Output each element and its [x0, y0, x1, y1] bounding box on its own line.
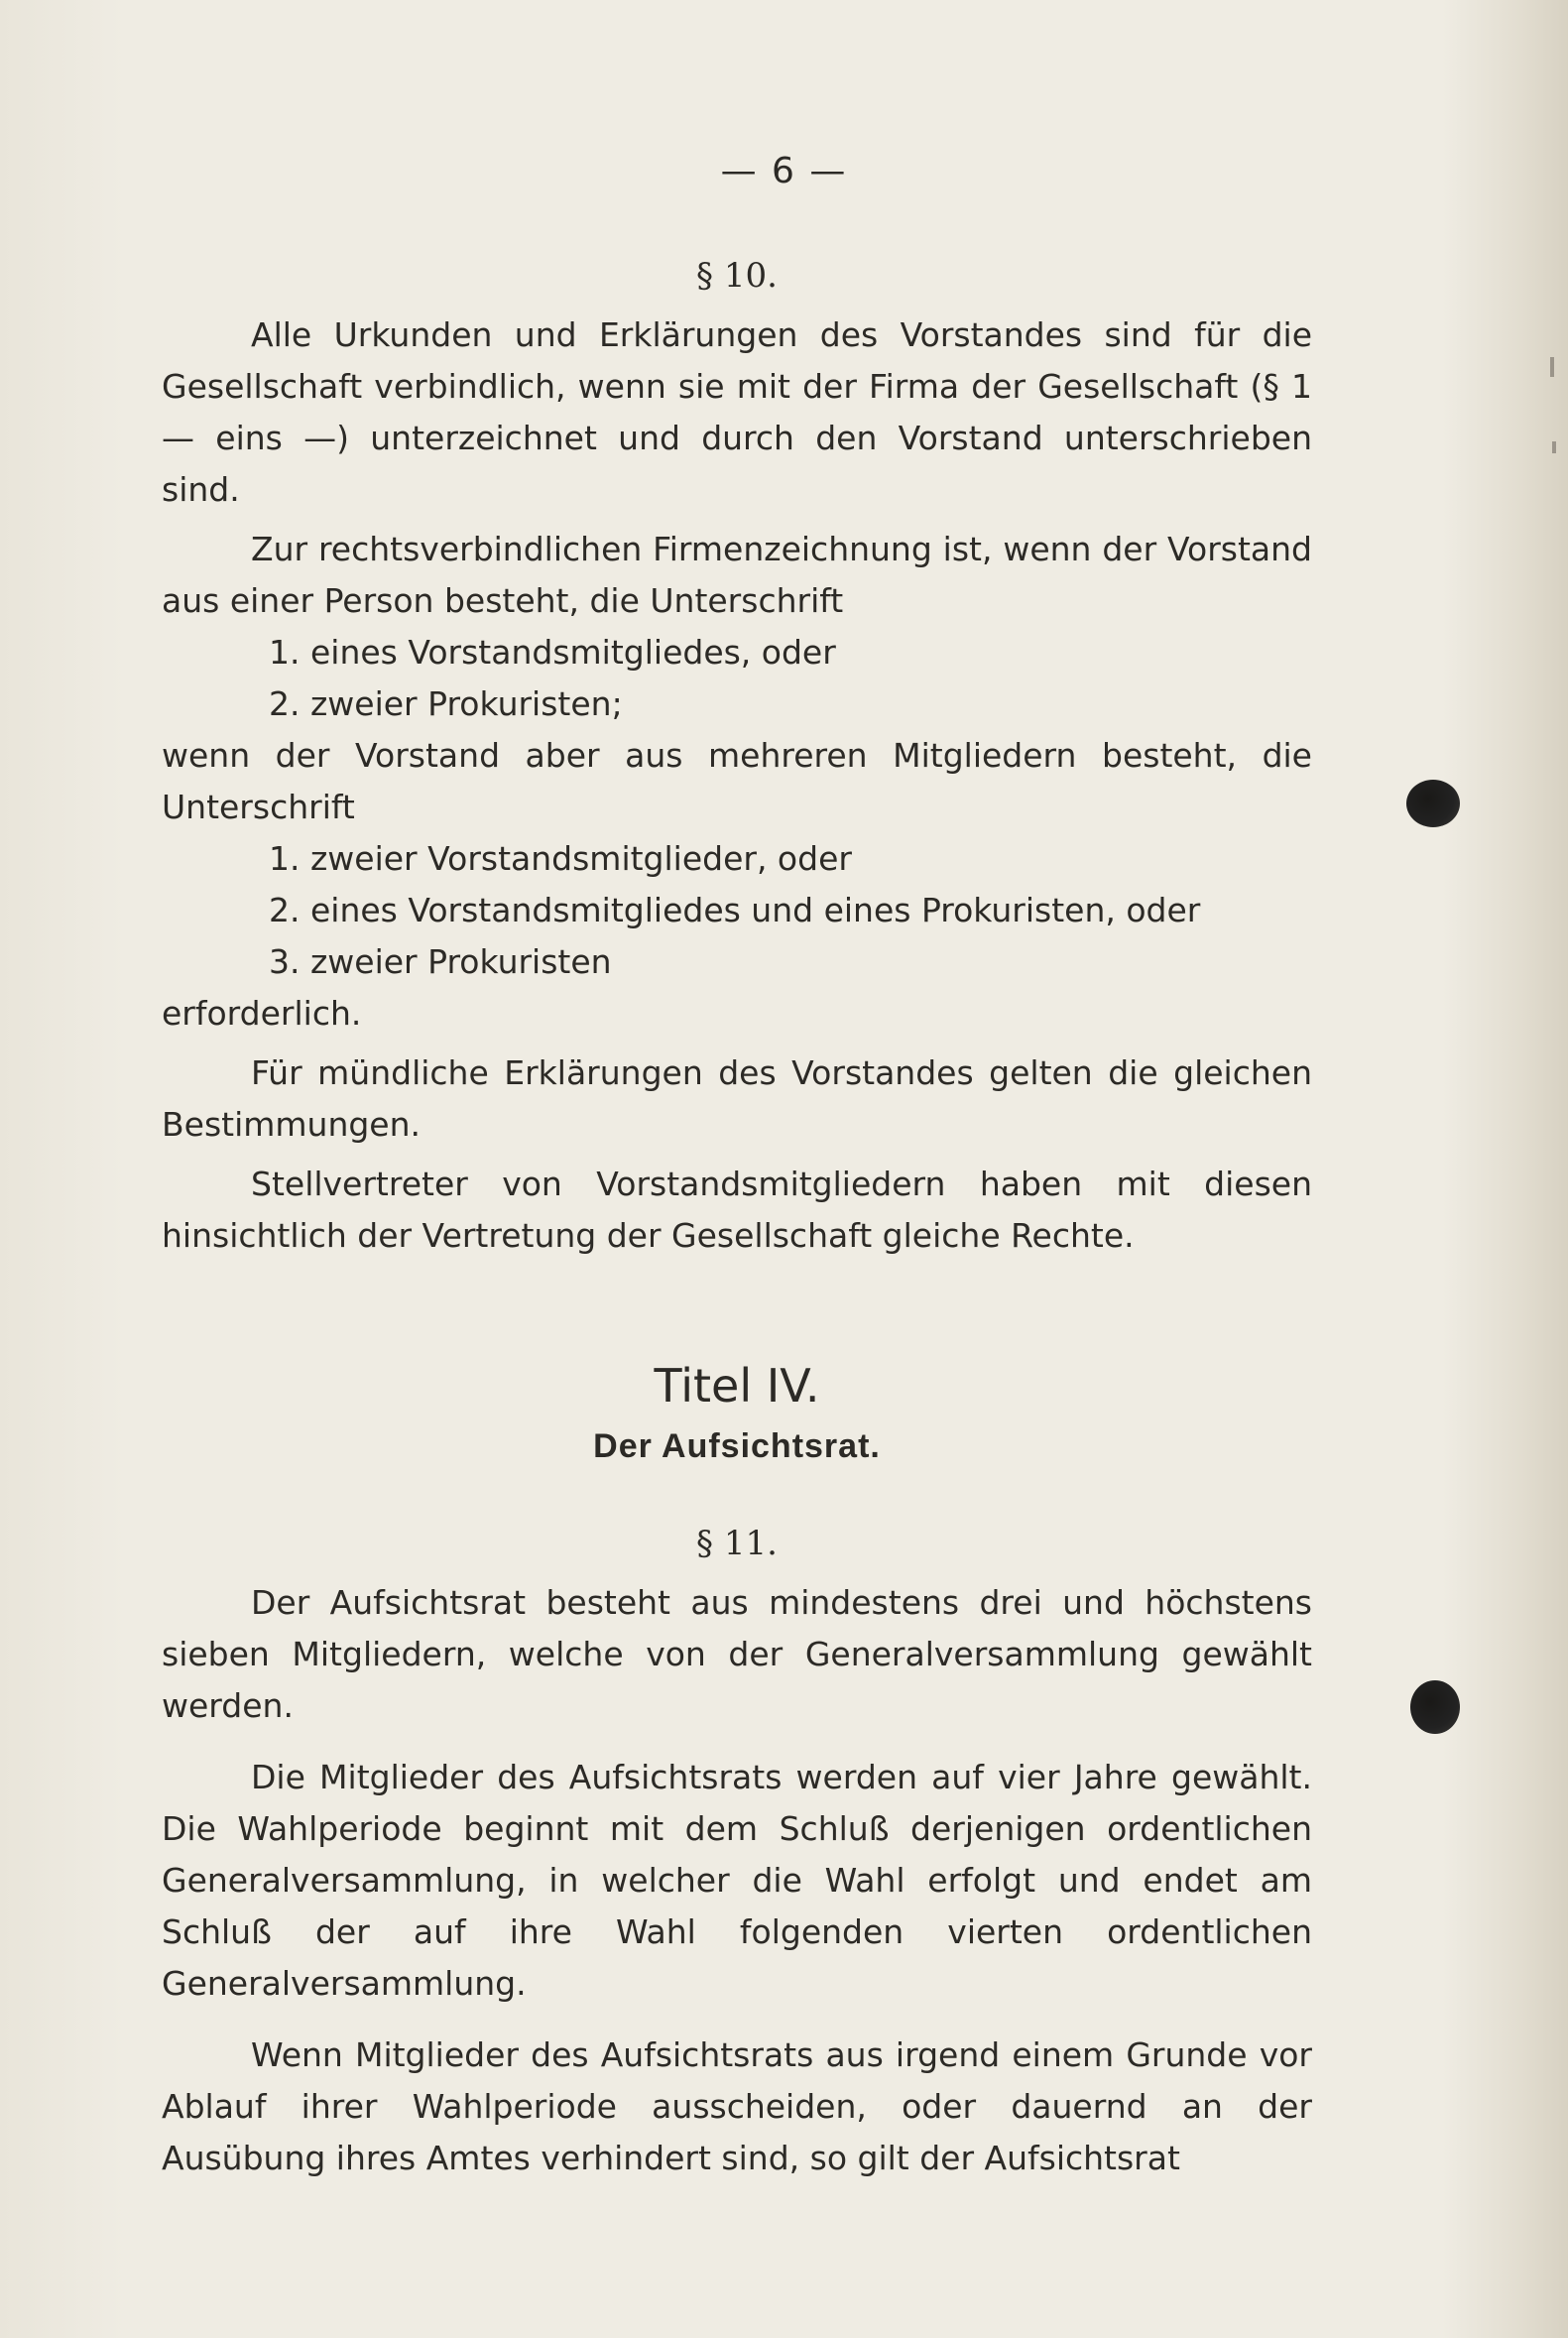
section-10-paragraph-3: wenn der Vorstand aber aus mehreren Mitgliedern besteht, die Unterschrift [162, 736, 1312, 826]
section-11-heading: § 11. [696, 1524, 778, 1563]
section-10-paragraph-1: Alle Urkunden und Erklärungen des Vorstandes sind für die Gesellschaft verbindlich, wenn sie mit der Firma der Gesellschaft (§ 1 — eins —) unterzeichnet und durch den Vorstand unterschrieben sind. [162, 315, 1312, 509]
ink-blot [1410, 1680, 1460, 1734]
titel-iv [162, 1351, 1312, 1472]
section-10-paragraph-6: Stellvertreter von Vorstandsmitgliedern haben mit diesen hinsichtlich der Vertretung der Gesellschaft gleiche Rechte. [162, 1165, 1312, 1255]
titel-subheading: Der Aufsichtsrat. [593, 1427, 881, 1465]
list-item: 2. eines Vorstandsmitgliedes und eines Prokuristen, oder [269, 891, 1201, 929]
edge-mark [1552, 441, 1556, 453]
section-10-paragraph-4: erforderlich. [162, 994, 362, 1033]
page-number: — 6 — [720, 151, 848, 191]
section-10-heading: § 10. [696, 256, 778, 296]
section-11-paragraph-2: Die Mitglieder des Aufsichtsrats werden auf vier Jahre gewählt. Die Wahlperiode beginnt mit dem Schluß derjenigen ordentlichen Generalversammlung, in welcher die Wahl erfolgt und endet am Schluß der auf ihre Wahl folgenden vierten ordentlichen Generalversammlung. [162, 1758, 1312, 2003]
list-item: 1. eines Vorstandsmitgliedes, oder [269, 633, 836, 672]
section-11-paragraph-3: Wenn Mitglieder des Aufsichtsrats aus irgend einem Grunde vor Ablauf ihrer Wahlperiode ausscheiden, oder dauernd an der Ausübung ihres Amtes verhindert sind, so gilt der Aufsichtsrat [162, 2035, 1312, 2177]
titel-heading: Titel IV. [654, 1359, 820, 1413]
list-item: 3. zweier Prokuristen [269, 942, 612, 981]
list-item: 1. zweier Vorstandsmitglieder, oder [269, 839, 852, 878]
edge-mark [1550, 357, 1554, 377]
section-10-paragraph-2: Zur rechtsverbindlichen Firmenzeichnung ist, wenn der Vorstand aus einer Person besteht, die Unterschrift [162, 530, 1312, 620]
section-10-paragraph-5: Für mündliche Erklärungen des Vorstandes gelten die gleichen Bestimmungen. [162, 1053, 1312, 1144]
list-item: 2. zweier Prokuristen; [269, 684, 623, 723]
section-10 [162, 250, 1312, 1262]
section-11-paragraph-1: Der Aufsichtsrat besteht aus mindestens drei und höchstens sieben Mitgliedern, welche von der Generalversammlung gewählt werden. [162, 1583, 1312, 1725]
ink-blot [1406, 780, 1460, 827]
section-11 [162, 1518, 1312, 2184]
